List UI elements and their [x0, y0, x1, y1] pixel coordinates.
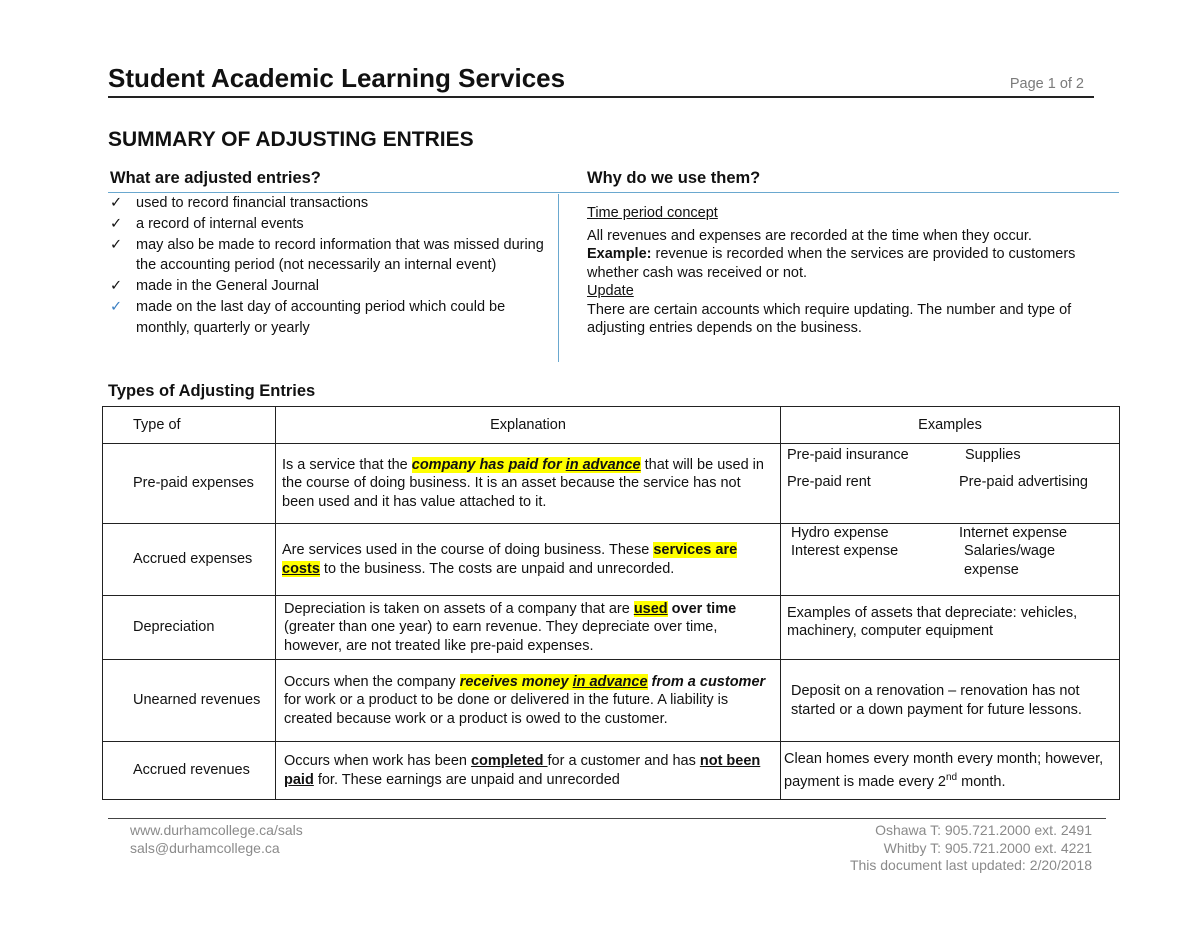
table-header-row: [103, 407, 1120, 444]
table-row: [103, 524, 1120, 596]
list-item: ✓ a record of internal events: [110, 214, 550, 235]
footer-left: [130, 822, 303, 857]
explanation-cell: Occurs when the company receives money in advance from a customer for work or a product to be done or delivered in the future. A liability is created because work or a product is owed to the customer.: [276, 660, 781, 742]
checkmark-icon: ✓: [110, 298, 123, 315]
what-list: [110, 193, 550, 339]
column-header: Examples: [781, 407, 1120, 444]
website-link[interactable]: www.durhamcollege.ca/sals: [130, 822, 303, 838]
type-cell: Depreciation: [103, 596, 276, 660]
examples-cell: Pre-paid insurance Supplies Pre-paid rent Pre-paid advertising: [781, 444, 1120, 524]
table-row: [103, 742, 1120, 800]
update-heading: Update: [587, 283, 634, 299]
type-cell: Accrued expenses: [103, 524, 276, 596]
examples-cell: Clean homes every month every month; however, payment is made every 2nd month.: [781, 742, 1120, 800]
explanation-cell: Are services used in the course of doing business. These services are costs to the business. The costs are unpaid and unrecorded.: [276, 524, 781, 596]
last-updated: This document last updated: 2/20/2018: [849, 857, 1092, 873]
header-title: Student Academic Learning Services: [108, 63, 566, 93]
examples-cell: Hydro expense Internet expense Interest expense Salaries/wage expense: [781, 524, 1120, 596]
update-text: There are certain accounts which require updating. The number and type of adjusting entries depends on the business.: [587, 301, 1072, 336]
list-item: ✓ used to record financial transactions: [110, 193, 550, 214]
type-cell: Pre-paid expenses: [103, 444, 276, 524]
table-row: [103, 596, 1120, 660]
column-header: Explanation: [276, 407, 781, 444]
types-heading: Types of Adjusting Entries: [108, 382, 316, 400]
list-item: ✓ made on the last day of accounting period which could be monthly, quarterly or yearly: [110, 298, 506, 336]
column-divider: [558, 194, 559, 362]
time-period-text: All revenues and expenses are recorded at the time when they occur.: [587, 227, 1032, 244]
column-header: Type of: [103, 407, 276, 444]
whitby-phone: Whitby T: 905.721.2000 ext. 4221: [883, 839, 1092, 856]
list-item: ✓ made in the General Journal: [110, 276, 550, 297]
checkmark-icon: ✓: [110, 215, 123, 232]
footer-right: [850, 822, 1092, 875]
document-title: SUMMARY OF ADJUSTING ENTRIES: [108, 128, 474, 151]
footer-divider: [108, 818, 1106, 819]
examples-cell: Deposit on a renovation – renovation has not started or a down payment for future lessons.: [781, 660, 1120, 742]
table-row: [103, 444, 1120, 524]
why-heading: Why do we use them?: [587, 169, 761, 187]
explanation-cell: Depreciation is taken on assets of a company that are used over time (greater than one year) to earn revenue. They depreciate over time, however, are not treated like pre-paid expenses.: [276, 596, 781, 660]
types-table: [102, 406, 1120, 800]
examples-cell: Examples of assets that depreciate: vehicles, machinery, computer equipment: [781, 596, 1120, 660]
checkmark-icon: ✓: [110, 195, 123, 211]
what-heading: What are adjusted entries?: [110, 169, 321, 187]
oshawa-phone: Oshawa T: 905.721.2000 ext. 2491: [875, 822, 1092, 838]
page-number: Page 1 of 2: [1009, 76, 1084, 92]
explanation-cell: Occurs when work has been completed for a customer and has not been paid for. These earnings are unpaid and unrecorded: [276, 742, 781, 800]
type-cell: Unearned revenues: [103, 660, 276, 742]
checkmark-icon: ✓: [110, 236, 123, 253]
checkmark-icon: ✓: [110, 278, 123, 295]
email-link[interactable]: sals@durhamcollege.ca: [130, 839, 280, 856]
table-row: [103, 660, 1120, 742]
list-item: ✓ may also be made to record information that was missed during the accounting period (not necessarily an internal event): [110, 236, 544, 274]
header-divider: [108, 96, 1094, 98]
time-period-heading: Time period concept: [587, 205, 718, 221]
example-text: Example: revenue is recorded when the services are provided to customers whether cash was received or not.: [587, 246, 1076, 281]
why-block: [587, 204, 1117, 338]
explanation-cell: Is a service that the company has paid for in advance that will be used in the course of doing business. It is an asset because the service has not been used and it has value attached to it.: [276, 444, 781, 524]
type-cell: Accrued revenues: [103, 742, 276, 800]
